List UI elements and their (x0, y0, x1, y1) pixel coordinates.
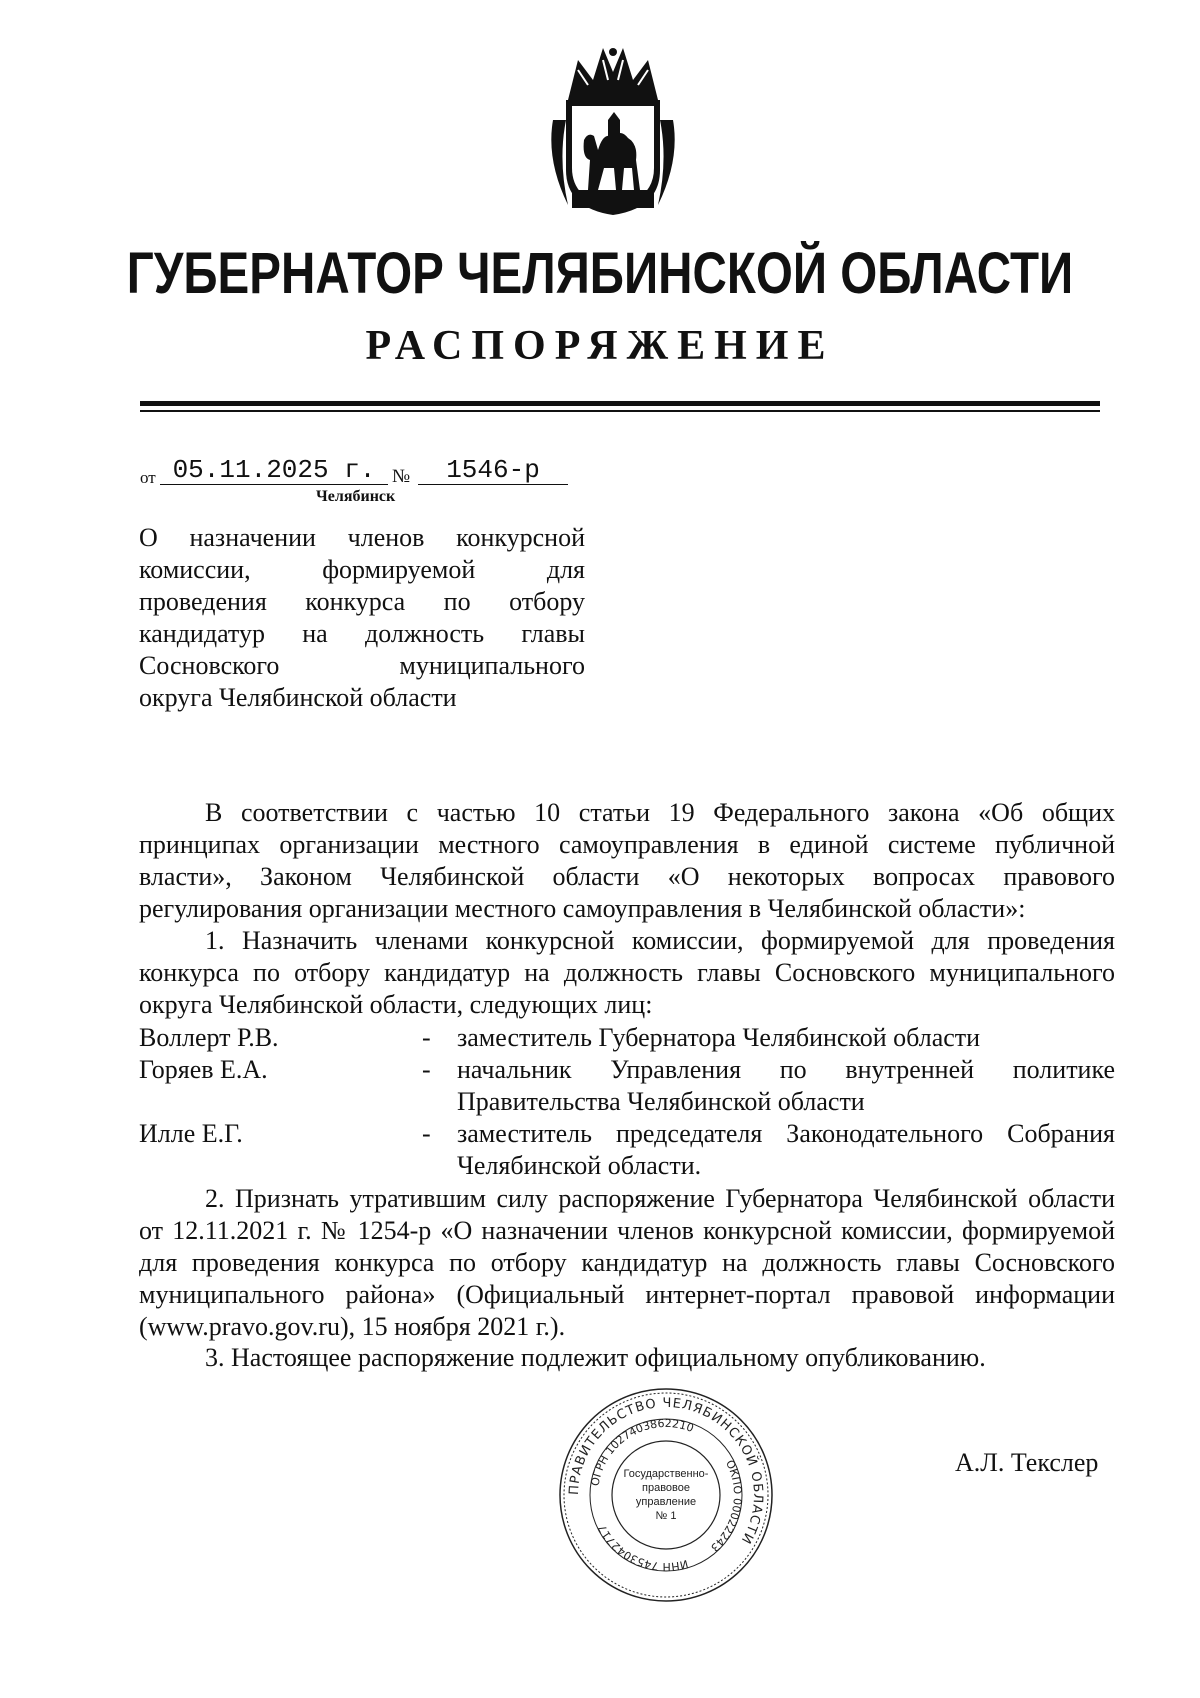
coat-of-arms-emblem (548, 40, 678, 220)
stamp-okpo: ОКПО 00022243 (708, 1457, 745, 1555)
item-2-paragraph: 2. Признать утратившим силу распоряжение Губернатора Челябинской области от 12.11.2021 г. № 1254-р «О назначении членов конкурсной комиссии, формируемой для проведения конкурса по отбору кандидатур на должность главы Сосновского муниципального района» (Официальный интернет-портал правовой информации (www.pravo.gov.ru), 15 ноября 2021 г.). (139, 1184, 1115, 1341)
stamp-center-line: № 1 (655, 1510, 677, 1522)
official-stamp (556, 1385, 776, 1605)
document-type: РАСПОРЯЖЕНИЕ (365, 323, 835, 369)
member-role: начальник Управления по внутренней политике Правительства Челябинской области (457, 1055, 1115, 1116)
signer-name: А.Л. Текслер (955, 1448, 1099, 1477)
date-prefix: от (140, 468, 156, 487)
stamp-center-line: правовое (642, 1482, 690, 1494)
stamp-center-line: Государственно- (623, 1468, 709, 1480)
title-line: кандидатур на должность главы (139, 619, 585, 648)
item-3-paragraph: 3. Настоящее распоряжение подлежит официальному опубликованию. (205, 1343, 986, 1372)
member-name: Илле Е.Г. (139, 1119, 243, 1148)
member-dash: - (422, 1119, 431, 1148)
preamble-paragraph: В соответствии с частью 10 статьи 19 Федерального закона «Об общих принципах организации местного самоуправления в единой системе публичной власти», Законом Челябинской области «О некоторых вопросах правового регулирования организации местного самоуправления в Челябинской области»: (139, 798, 1115, 923)
member-dash: - (422, 1023, 431, 1052)
title-line: Сосновского муниципального (139, 651, 585, 680)
document-city: Челябинск (316, 488, 396, 505)
header-rule-thick (140, 401, 1100, 406)
member-role: заместитель Губернатора Челябинской области (457, 1023, 981, 1052)
header-rule-thin (140, 410, 1100, 412)
stamp-center-line: управление (635, 1496, 697, 1508)
stamp-ogrn: ОГРН 1027403862210 (588, 1416, 696, 1488)
member-dash: - (422, 1055, 431, 1084)
document-number: 1546-р (418, 456, 568, 485)
member-name: Воллерт Р.В. (139, 1023, 279, 1052)
member-name: Горяев Е.А. (139, 1055, 268, 1084)
title-line: округа Челябинской области (139, 683, 457, 712)
number-sign: № (392, 466, 411, 487)
document-date: 05.11.2025 г. (160, 456, 388, 485)
stamp-outer-text: ПРАВИТЕЛЬСТВО ЧЕЛЯБИНСКОЙ ОБЛАСТИ (566, 1395, 766, 1547)
document-title (139, 522, 585, 714)
title-line: О назначении членов конкурсной (139, 523, 585, 552)
member-role: заместитель председателя Законодательного Собрания Челябинской области. (457, 1119, 1115, 1180)
item-1-paragraph: 1. Назначить членами конкурсной комиссии, формируемой для проведения конкурса по отбору кандидатур на должность главы Сосновского муниципального округа Челябинской области, следующих лиц: (139, 926, 1115, 1019)
title-line: проведения конкурса по отбору (139, 587, 585, 616)
organization-heading: ГУБЕРНАТОР ЧЕЛЯБИНСКОЙ ОБЛАСТИ (126, 241, 1074, 306)
stamp-inn: ИНН 7453042717 (595, 1522, 690, 1574)
title-line: комиссии, формируемой для (139, 555, 585, 584)
